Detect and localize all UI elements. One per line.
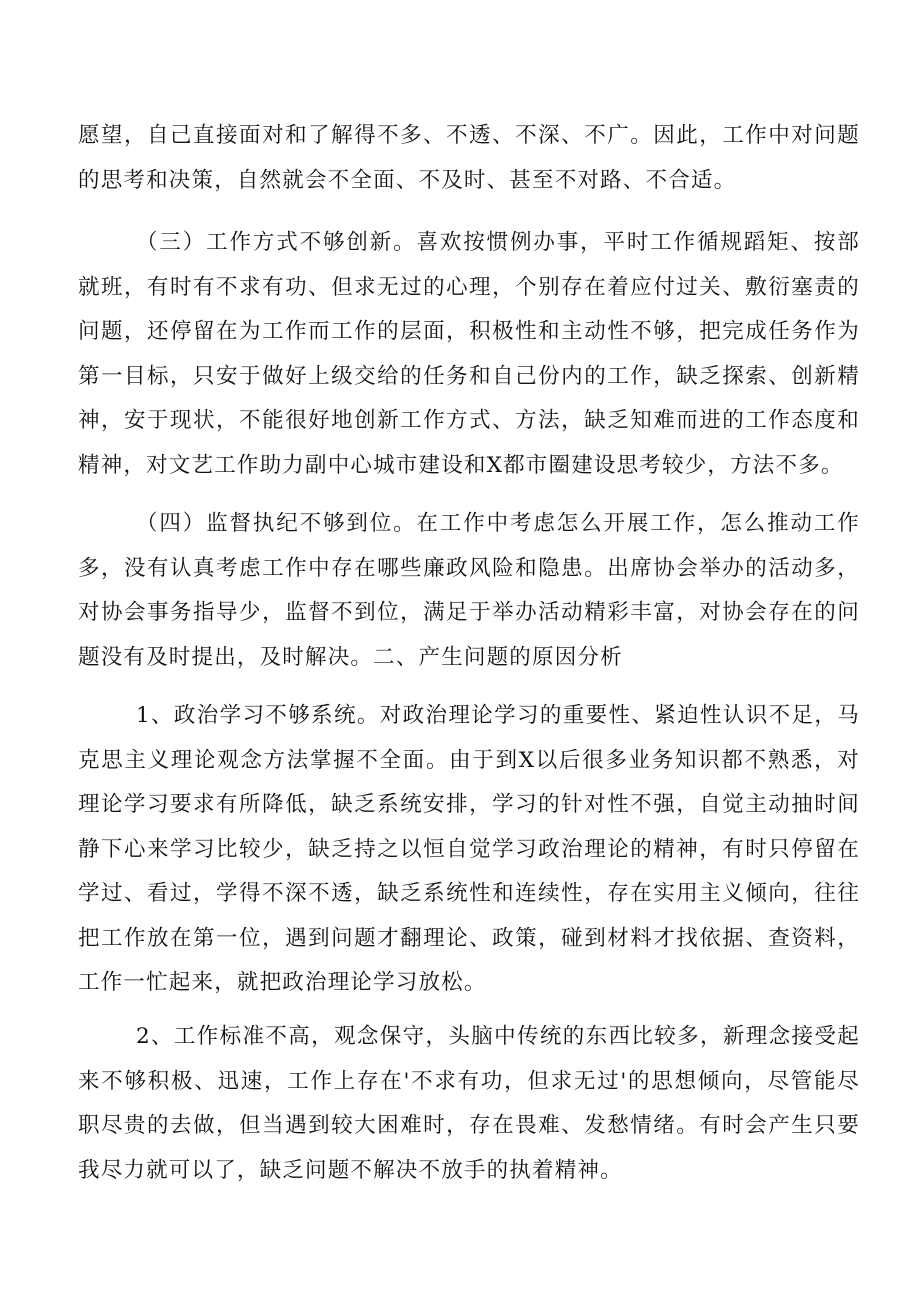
- paragraph-section-3: （三）工作方式不够创新。喜欢按惯例办事，平时工作循规蹈矩、按部就班，有时有不求有功、但求无过的心理，个别存在着应付过关、敷衍塞责的问题，还停留在为工作而工作的层面，积极性和主动性不够，把完成任务作为第一目标，只安于做好上级交给的任务和自己份内的工作，缺乏探索、创新精神，安于现状，不能很好地创新工作方式、方法，缺乏知难而进的工作态度和精神，对文艺工作助力副中心城市建设和X都市圈建设思考较少，方法不多。: [78, 230, 860, 478]
- paragraph-section-4: （四）监督执纪不够到位。在工作中考虑怎么开展工作，怎么推动工作多，没有认真考虑工作中存在哪些廉政风险和隐患。出席协会举办的活动多，对协会事务指导少，监督不到位，满足于举办活动精彩丰富，对协会存在的问题没有及时提出，及时解决。二、产生问题的原因分析: [78, 511, 860, 670]
- paragraph-cause-2: 2、工作标准不高，观念保守，头脑中传统的东西比较多，新理念接受起来不够积极、迅速，工作上存在'不求有功，但求无过'的思想倾向，尽管能尽职尽贵的去做，但当遇到较大困难时，存在畏难、发愁情绪。有时会产生只要我尽力就可以了，缺乏问题不解决不放手的执着精神。: [78, 1024, 860, 1183]
- paragraph-continuation: 愿望，自己直接面对和了解得不多、不透、不深、不广。因此，工作中对问题的思考和决策，自然就会不全面、不及时、甚至不对路、不合适。: [78, 123, 860, 193]
- paragraph-cause-1: 1、政治学习不够系统。对政治理论学习的重要性、紧迫性认识不足，马克思主义理论观念方法掌握不全面。由于到X以后很多业务知识都不熟悉，对理论学习要求有所降低，缺乏系统安排，学习的针对性不强，自觉主动抽时间静下心来学习比较少，缺乏持之以恒自觉学习政治理论的精神，有时只停留在学过、看过，学得不深不透，缺乏系统性和连续性，存在实用主义倾向，往往把工作放在第一位，遇到问题才翻理论、政策，碰到材料才找依据、查资料，工作一忙起来，就把政治理论学习放松。: [78, 703, 860, 995]
